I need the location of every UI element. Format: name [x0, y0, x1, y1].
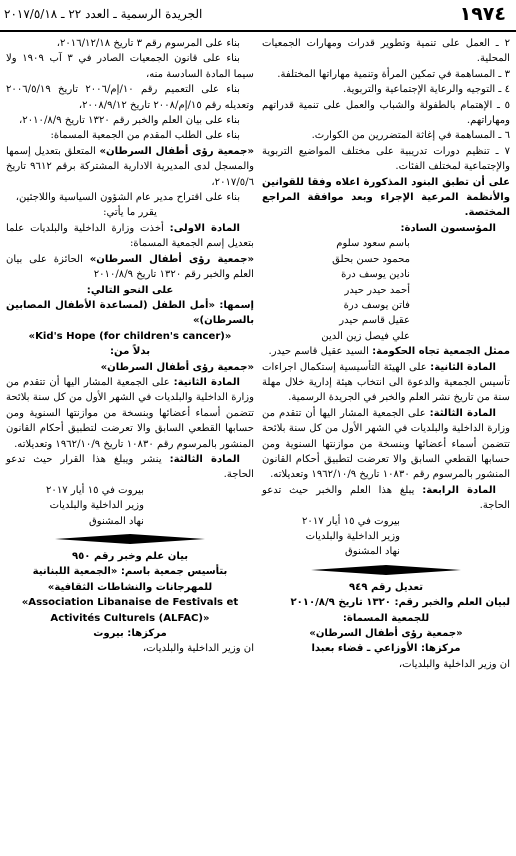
article-label: المادة الرابعة:	[422, 484, 496, 496]
gov-rep-label: ممثل الجمعية تجاه الحكومة:	[372, 346, 510, 358]
section-divider	[262, 563, 510, 577]
new-name-value: «أمل الطفل (لمساعدة الأطفال المصابين بالسرطان)»	[6, 299, 254, 327]
article-text: على الجمعية المشار اليها أن تتقدم من وزارة الداخلية والبلديات في الشهر الأول من كل سنة بلائحة تتضمن أسماء أعضائها وبنسخة من موازنتها السنوية ومن حسابها القطعي السابق والا تعرضت لتطبيق أحكام القانون المنشور بالمرسوم رقم ١٠٨٣٠ تاريخ ١٩٦٢/١٠/٩ وتعديلاته.	[6, 376, 254, 450]
consideration: بناء على التعميم رقم ١٠/إم/٢٠٠٦ تاريخ ٢٠٠٦/٥/١٩ وتعديله رقم ١٥/إم/٢٠٠٨ تاريخ ٢٠٠٨/٩/١٢،	[6, 84, 254, 111]
list-item: ٧ ـ تنظيم دورات تدريبية على مختلف المواضيع التربوية والإجتماعية لمختلف الفئات.	[262, 145, 510, 173]
consideration: بناء على بيان العلم والخبر رقم ١٣٢٠ تاريخ ٢٠١٠/٨/٩،	[19, 115, 240, 127]
list-item: ٦ ـ المساهمة في إغاثة المتضررين من الكوارث.	[311, 130, 510, 142]
founder-name: عقيل قاسم حيدر	[339, 315, 410, 327]
founder-name: أحمد حيدر حيدر	[344, 284, 410, 296]
article-1	[6, 221, 254, 252]
list-item: ٢ ـ العمل على تنمية وتطوير قدرات ومهارات الجمعيات المحلية.	[262, 38, 510, 65]
article-text: يبلغ هذا العلم والخبر حيث تدعو الحاجة.	[262, 484, 510, 512]
proposal: بناء على اقتراح مدير عام الشؤون السياسية واللاجئين،	[15, 192, 240, 204]
section-title: بيان علم وخبر رقم ٩٥٠	[71, 551, 189, 562]
association-name: «جمعية رؤى أطفال السرطان»	[89, 253, 254, 265]
consideration: بناء على المرسوم رقم ٣ تاريخ ٢٠١٦/١٢/١٨،	[56, 38, 240, 49]
request-paragraph	[6, 144, 254, 190]
section-divider	[6, 532, 254, 546]
founder-name: علي فيصل زين الدين	[321, 330, 410, 342]
section-english: «Association Libanaise de Festivals et Activités Culturels (ALFAC)»	[21, 597, 239, 624]
article-text: أخذت وزارة الداخلية والبلديات علما بتعديل إسم الجمعية المسماة:	[6, 222, 254, 250]
signature-name: نهاد المشنوق	[88, 515, 144, 527]
english-name: «Kid's Hope (for children's cancer)»	[28, 330, 232, 342]
association-paragraph	[6, 252, 254, 283]
article-label: المادة الثانية:	[430, 361, 496, 373]
article-label: المادة الثالثة:	[429, 407, 496, 419]
founder-name: محمود حسن بحلق	[332, 253, 410, 265]
founder-name: نادين يوسف درة	[341, 269, 410, 281]
consideration: بناء على قانون الجمعيات الصادر في ٣ آب ١٩٠٩ ولا سيما المادة السادسة منه،	[6, 53, 254, 80]
article-2	[262, 360, 510, 406]
signature-name: نهاد المشنوق	[344, 546, 400, 558]
section-line: بتأسيس جمعية باسم: «الجمعية اللبنانية للمهرجانات والنشاطات الثقافية»	[32, 566, 228, 593]
page-header	[0, 0, 516, 32]
article-label: المادة الثانية:	[173, 376, 240, 388]
section-title: تعديل رقم ٩٤٩	[349, 581, 423, 593]
article-text: على الجمعية المشار اليها أن تتقدم من وزارة الداخلية والبلديات في الشهر الأول من كل سنة بلائحة تتضمن أسماء أعضائها وبنسخة من موازنتها السنوية ومن حسابها القطعي السابق والا تعرضت لتطبيق أحكام القانون المنشور بالمرسوم رقم ١٠٨٣٠ تاريخ ١٩٦٢/١٠/٩ وتعديلاته.	[262, 407, 510, 481]
condition-text: على أن تطبق البنود المذكورة اعلاه وفقا للقوانين والأنظمة المرعية الإجراء وبعد موافقة المراجع المختصة.	[262, 176, 510, 219]
article-label: المادة الثالثة:	[169, 453, 240, 465]
old-name: «جمعية رؤى أطفال السرطان»	[100, 361, 254, 373]
article-3	[262, 406, 510, 483]
on-following: على النحو التالي:	[86, 284, 174, 296]
new-name-label: إسمها:	[219, 299, 254, 311]
request-intro: بناء على الطلب المقدم من الجمعية المسماة:	[50, 130, 240, 142]
article-text: ينشر ويبلغ هذا القرار حيث تدعو الحاجة.	[6, 453, 254, 481]
instead-of: بدلاً من:	[109, 346, 151, 358]
association-name: «جمعية رؤى أطفال السرطان»	[99, 145, 254, 157]
list-item: ٣ ـ المساهمة في تمكين المرأة وتنمية مهاراتها المختلفة.	[277, 68, 510, 80]
founder-name: باسم سعود سلوم	[336, 238, 410, 250]
article-3	[6, 452, 254, 483]
right-column	[262, 36, 510, 672]
article-label: المادة الاولى:	[169, 222, 240, 234]
founders-heading: المؤسسون السادة:	[400, 222, 496, 234]
signature-title: وزير الداخلية والبلديات	[49, 500, 144, 512]
founder-name: فاتن يوسف درة	[343, 299, 410, 311]
association-text: الحائزة على بيان العلم والخبر رقم ١٣٢٠ تاريخ ٢٠١٠/٨/٩	[6, 253, 254, 281]
signature-date: بيروت في ١٥ أيار ٢٠١٧	[46, 484, 144, 496]
gazette-title: الجريدة الرسمية ـ العدد ٢٢ ـ ٢٠١٧/٥/١٨	[4, 7, 203, 21]
request-text: المتعلق بتعديل إسمها والمسجل لدى المديرية الادارية المشتركة برقم ٩٦١٢ تاريخ ٢٠١٧/٥/٦،	[6, 145, 254, 188]
section-line: «جمعية رؤى أطفال السرطان»	[309, 628, 463, 640]
section-line: ان وزير الداخلية والبلديات،	[398, 658, 510, 670]
new-name	[6, 298, 254, 329]
section-line: ان وزير الداخلية والبلديات،	[142, 643, 254, 655]
article-2	[6, 375, 254, 452]
section-line: مركزها: الأوزاعي ـ قضاء بعبدا	[311, 643, 461, 655]
section-line: للجمعية المسماة:	[342, 612, 430, 624]
page-number: ١٩٧٤	[459, 3, 506, 25]
signature-title: وزير الداخلية والبلديات	[305, 531, 400, 542]
gov-rep-value: السيد عقيل قاسم حيدر.	[268, 346, 373, 358]
section-line: لبيان العلم والخبر رقم: ١٣٢٠ تاريخ ٢٠١٠/٨/٩	[290, 597, 510, 609]
list-item: ٤ ـ التوجيه والرعاية الإجتماعية والتربوية.	[343, 84, 510, 96]
article-4	[262, 483, 510, 514]
left-column	[6, 36, 254, 657]
signature-date: بيروت في ١٥ أيار ٢٠١٧	[302, 515, 400, 527]
gov-rep-paragraph	[262, 344, 510, 359]
list-item: ٥ ـ الإهتمام بالطفولة والشباب والعمل على تنمية قدراتهم ومهاراتهم.	[262, 99, 510, 127]
section-line: مركزها: بيروت	[93, 628, 167, 640]
decision-heading: يقرر ما يأتي:	[103, 207, 157, 219]
article-text: على الهيئة التأسيسية إستكمال اجراءات تأسيس الجمعية والدعوة الى انتخاب هيئة إدارية خلال مهلة سنة من تاريخ نشر العلم والخبر في الجريدة الرسمية.	[262, 361, 510, 404]
